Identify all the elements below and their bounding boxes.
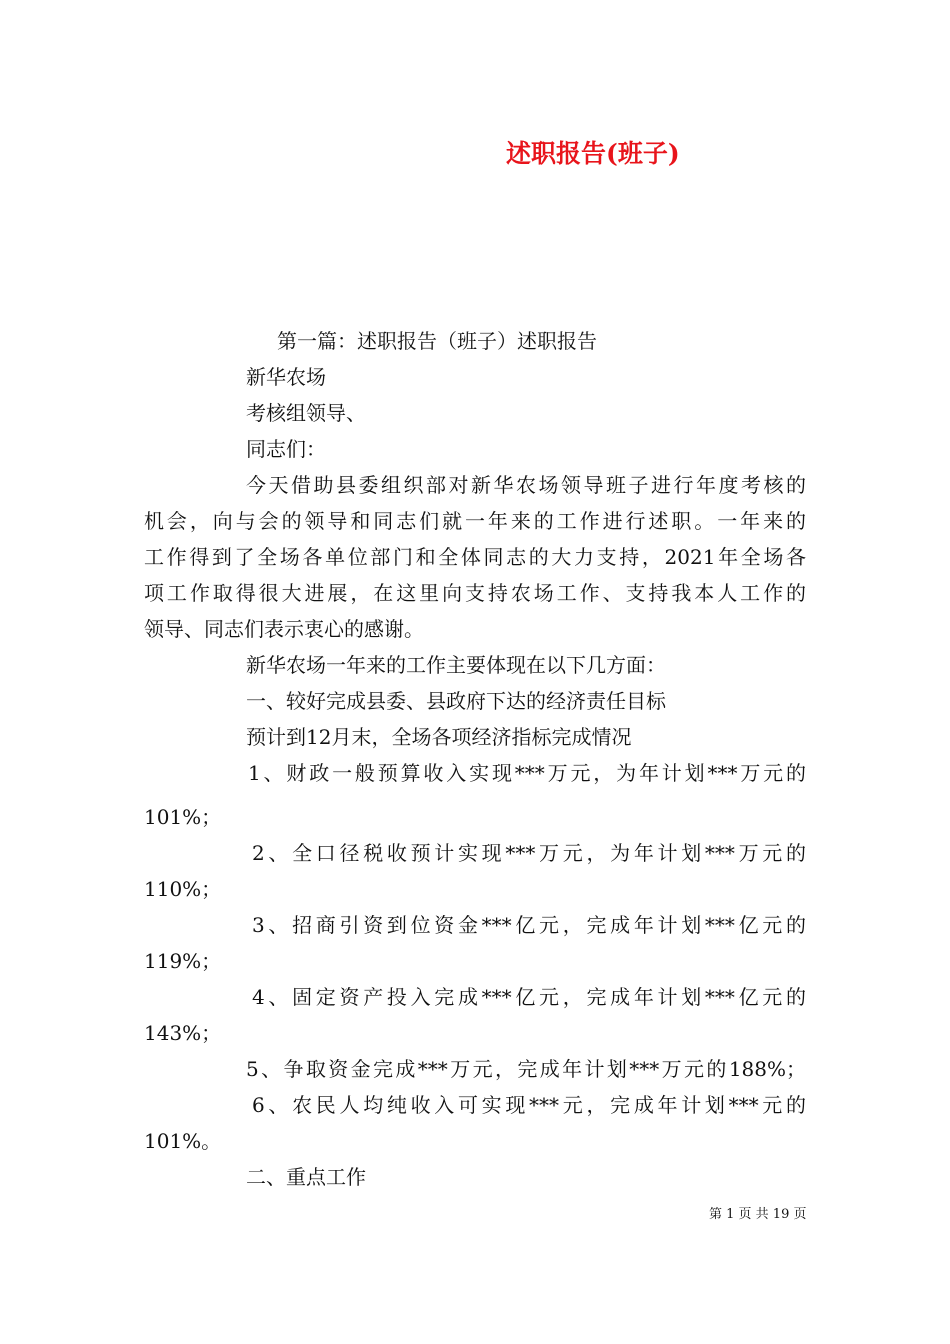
forecast-line: 预计到12月末，全场各项经济指标完成情况 — [246, 725, 632, 749]
list-item-continuation: 110%； — [144, 877, 222, 901]
section-heading: 一、较好完成县委、县政府下达的经济责任目标 — [246, 689, 666, 713]
list-item-continuation: 119%； — [144, 949, 222, 973]
intro-line: 项工作取得很大进展，在这里向支持农场工作、支持我本人工作的 — [144, 581, 806, 605]
list-item: 3、招商引资到位资金***亿元，完成年计划***亿元的 — [252, 913, 806, 937]
list-item: 6、农民人均纯收入可实现***元，完成年计划***元的 — [252, 1093, 806, 1117]
document-title: 述职报告(班子) — [506, 139, 680, 168]
list-item: 2、全口径税收预计实现***万元，为年计划***万元的 — [252, 841, 806, 865]
page-number-footer: 第 1 页 共 19 页 — [709, 1207, 807, 1222]
section-heading: 二、重点工作 — [246, 1165, 366, 1189]
list-item: 4、固定资产投入完成***亿元，完成年计划***亿元的 — [252, 985, 806, 1009]
intro-line: 今天借助县委组织部对新华农场领导班子进行年度考核的 — [246, 473, 806, 497]
list-item-continuation: 101%。 — [144, 1129, 222, 1153]
intro-line: 领导、同志们表示衷心的感谢。 — [144, 617, 424, 641]
salutation-line: 新华农场 — [246, 365, 326, 389]
salutation-line: 同志们： — [246, 437, 326, 461]
list-item-continuation: 101%； — [144, 805, 222, 829]
salutation-line: 考核组领导、 — [246, 401, 366, 425]
intro-line: 机会，向与会的领导和同志们就一年来的工作进行述职。一年来的 — [144, 509, 806, 533]
list-item: 5、争取资金完成***万元，完成年计划***万元的188%； — [246, 1057, 806, 1081]
list-item-continuation: 143%； — [144, 1021, 222, 1045]
list-item: 1、财政一般预算收入实现***万元，为年计划***万元的 — [248, 761, 806, 785]
summary-line: 新华农场一年来的工作主要体现在以下几方面： — [246, 653, 666, 677]
intro-line: 工作得到了全场各单位部门和全体同志的大力支持，2021年全场各 — [144, 545, 806, 569]
chapter-heading: 第一篇：述职报告（班子）述职报告 — [277, 329, 597, 353]
